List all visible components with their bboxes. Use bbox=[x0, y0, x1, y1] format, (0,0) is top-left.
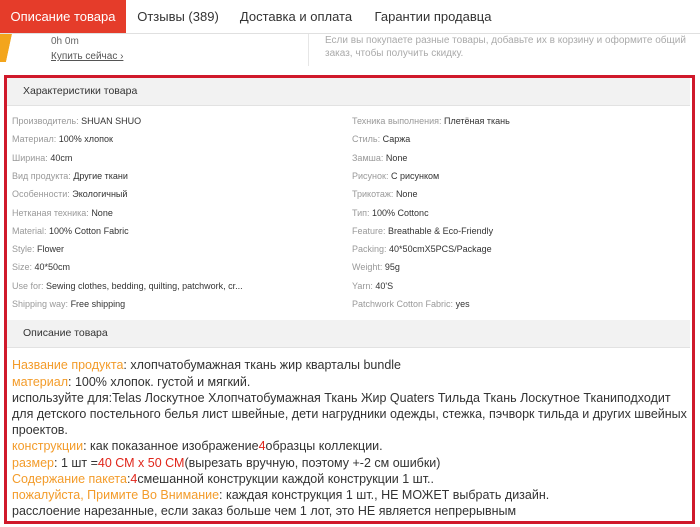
spec-key: Техника выполнения: bbox=[352, 116, 442, 126]
promo-divider bbox=[308, 34, 309, 66]
spec-value: Flower bbox=[37, 244, 65, 255]
spec-row bbox=[352, 281, 393, 291]
spec-key: Нетканая техника: bbox=[12, 207, 89, 218]
desc-text: : как показанное изображение bbox=[83, 439, 259, 453]
spec-row bbox=[12, 262, 70, 272]
spec-row bbox=[12, 226, 129, 236]
spec-row bbox=[352, 244, 492, 254]
desc-text: используйте для:Telas Лоскутное Хлопчатобумажная Ткань Жир Quaters Тильда Ткань Лоскутное Тканиподходит для детского постельного белья лист швейные, дети нагрудники одежды, стежка, пэчворк тильда и других швейных проектов. bbox=[12, 391, 687, 437]
spec-value: Экологичный bbox=[72, 189, 128, 200]
spec-value: Плетёная ткань bbox=[443, 116, 510, 126]
spec-row bbox=[352, 116, 510, 126]
spec-row bbox=[352, 226, 493, 236]
spec-row bbox=[12, 116, 141, 126]
desc-text: (вырезать вручную, поэтому +-2 см ошибки) bbox=[184, 456, 441, 470]
promo-ribbon-icon bbox=[0, 34, 18, 70]
desc-text: образцы коллекции. bbox=[265, 439, 383, 453]
buy-now-link[interactable]: Купить сейчас › bbox=[51, 51, 124, 62]
spec-value: 100% Cottonс bbox=[372, 207, 429, 218]
spec-key: Стиль: bbox=[352, 134, 381, 145]
desc-line-package bbox=[12, 471, 692, 487]
spec-key: Особенности: bbox=[12, 189, 70, 200]
spec-key: Size: bbox=[12, 262, 33, 273]
spec-value: Free shipping bbox=[70, 299, 126, 309]
spec-key: Packing: bbox=[352, 244, 387, 255]
spec-key: Трикотаж: bbox=[352, 189, 394, 200]
desc-line-usage bbox=[12, 390, 690, 438]
description-header bbox=[7, 320, 690, 348]
desc-text: расслоение нарезанные, если заказ больше чем 1 лот, это НЕ является непрерывным bbox=[12, 504, 517, 518]
desc-label: размер bbox=[12, 456, 54, 470]
spec-value: Sewing clothes, bedding, quilting, patchwork, cr... bbox=[46, 280, 243, 291]
spec-key: Patchwork Cotton Fabric: bbox=[352, 299, 454, 309]
spec-row bbox=[352, 299, 470, 309]
spec-key: Use for: bbox=[12, 280, 44, 291]
spec-key: Рисунок: bbox=[352, 170, 389, 181]
desc-text: : хлопчатобумажная ткань жир кварталы bundle bbox=[123, 358, 401, 372]
spec-value: None bbox=[395, 189, 418, 200]
spec-value: С рисунком bbox=[390, 170, 440, 181]
desc-text: : каждая конструкция 1 шт., НЕ МОЖЕТ выбрать дизайн. bbox=[219, 488, 550, 502]
spec-value: None bbox=[91, 207, 113, 218]
desc-label: Содержание пакета bbox=[12, 472, 127, 486]
product-tabs bbox=[0, 0, 700, 34]
desc-line-cut bbox=[12, 503, 692, 519]
spec-key: Weight: bbox=[352, 262, 383, 273]
spec-row bbox=[352, 208, 429, 218]
specs-title: Характеристики товара bbox=[23, 85, 138, 97]
spec-value: 40*50cmX5PCS/Package bbox=[389, 244, 492, 255]
spec-key: Производитель: bbox=[12, 116, 79, 126]
spec-key: Style: bbox=[12, 244, 35, 255]
spec-key: Feature: bbox=[352, 225, 386, 236]
spec-row bbox=[12, 171, 128, 181]
desc-label: пожалуйста, Примите Во Внимание bbox=[12, 488, 220, 502]
spec-value: 40*50cm bbox=[34, 262, 71, 273]
spec-row bbox=[12, 189, 127, 199]
spec-row bbox=[12, 244, 64, 254]
spec-value: 100% хлопок bbox=[58, 134, 113, 145]
bundle-discount-note: Если вы покупаете разные товары, добавьте их в корзину и оформите общий заказ, чтобы получить скидку. bbox=[325, 35, 686, 59]
spec-row bbox=[12, 153, 72, 163]
spec-value: 100% Cotton Fabric bbox=[49, 225, 129, 236]
desc-label: материал bbox=[12, 375, 68, 389]
desc-line-designs bbox=[12, 438, 692, 454]
spec-value: 40cm bbox=[50, 152, 73, 163]
tab-reviews[interactable]: Отзывы (389) bbox=[137, 9, 219, 24]
spec-row bbox=[12, 134, 113, 144]
spec-key: Material: bbox=[12, 225, 47, 236]
spec-row bbox=[352, 153, 407, 163]
spec-key: Ширина: bbox=[12, 152, 48, 163]
spec-value: 95g bbox=[384, 262, 400, 273]
spec-key: Yarn: bbox=[352, 280, 373, 291]
desc-label: Название продукта bbox=[12, 358, 124, 372]
spec-row bbox=[352, 171, 439, 181]
desc-text: смешанной конструкции каждой конструкции 1 шт.. bbox=[137, 472, 434, 486]
specs-header bbox=[7, 78, 690, 106]
spec-key: Материал: bbox=[12, 134, 57, 145]
countdown-timer: 0h 0m bbox=[51, 36, 79, 47]
desc-line-product-name bbox=[12, 357, 692, 373]
desc-highlight: 4 bbox=[130, 472, 138, 486]
desc-line-material bbox=[12, 374, 692, 390]
desc-label: конструкции bbox=[12, 439, 84, 453]
spec-key: Тип: bbox=[352, 207, 370, 218]
tab-shipping[interactable]: Доставка и оплата bbox=[239, 9, 353, 24]
spec-value: Breathable & Eco-Friendly bbox=[388, 225, 494, 236]
desc-highlight: 40 СМ x 50 СМ bbox=[97, 456, 185, 470]
spec-value: SHUAN SHUO bbox=[81, 116, 142, 126]
desc-text: : bbox=[126, 472, 131, 486]
spec-row bbox=[352, 262, 400, 272]
desc-highlight: 4 bbox=[258, 439, 266, 453]
spec-value: Другие ткани bbox=[73, 170, 128, 181]
spec-key: Shipping way: bbox=[12, 299, 69, 309]
spec-value: None bbox=[385, 152, 408, 163]
description-title: Описание товара bbox=[23, 327, 108, 339]
tab-guarantee[interactable]: Гарантии продавца bbox=[374, 9, 492, 24]
desc-text: : 1 шт = bbox=[54, 456, 98, 470]
spec-key: Замша: bbox=[352, 152, 384, 163]
spec-row bbox=[352, 134, 410, 144]
spec-row bbox=[12, 281, 243, 291]
tab-description[interactable]: Описание товара bbox=[0, 0, 126, 33]
spec-row bbox=[12, 208, 113, 218]
desc-line-notice bbox=[12, 487, 692, 503]
spec-value: yes bbox=[455, 299, 470, 309]
desc-text: : 100% хлопок. густой и мягкий. bbox=[68, 375, 251, 389]
spec-value: Саржа bbox=[382, 134, 411, 145]
spec-key: Вид продукта: bbox=[12, 170, 71, 181]
desc-line-size bbox=[12, 455, 692, 471]
spec-row bbox=[12, 299, 125, 309]
spec-row bbox=[352, 189, 417, 199]
spec-value: 40'S bbox=[375, 280, 394, 291]
